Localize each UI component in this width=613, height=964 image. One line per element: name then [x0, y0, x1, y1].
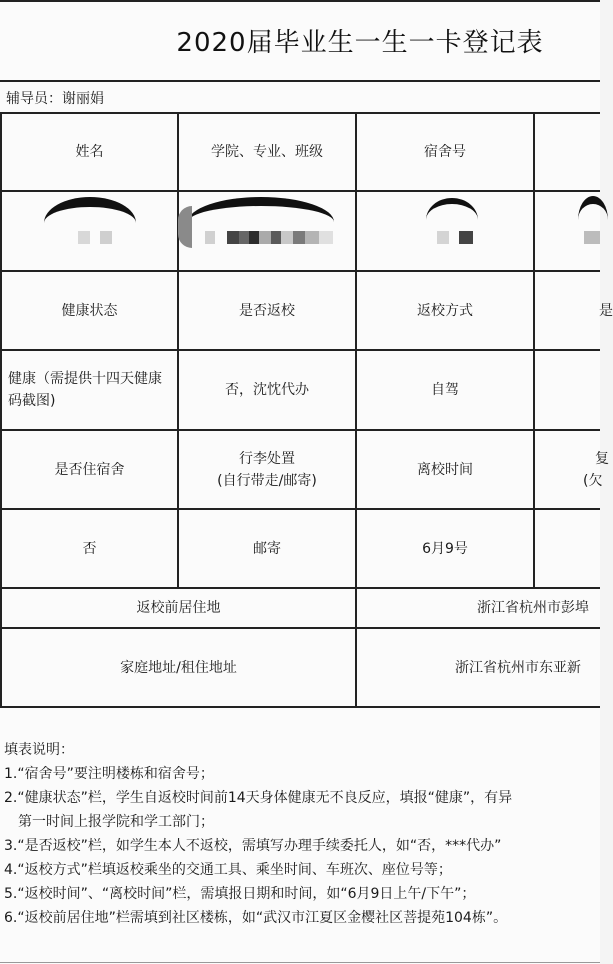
label-home-address: 家庭地址/租住地址 [120, 659, 237, 676]
redaction-mark [178, 206, 192, 248]
border-top [0, 0, 600, 2]
value-return-to-school: 否，沈忱代办 [225, 382, 309, 398]
form-title: 2020届毕业生一生一卡登记表 [176, 28, 544, 58]
instruction-line: 第一时间上报学院和学工部门； [18, 814, 214, 830]
border-title-bottom [0, 80, 600, 82]
advisor-label: 辅导员：谢丽娟 [6, 91, 104, 107]
pixelated-class [205, 231, 333, 244]
label-return-to-school: 是否返校 [239, 302, 295, 319]
table-line [0, 190, 600, 192]
instruction-line: 6.“返校前居住地”栏需填到社区楼栋，如“武汉市江夏区金樱社区菩提苑104栋”。 [4, 910, 508, 926]
redaction-mark [578, 196, 608, 220]
fragment-text: (欠 [583, 472, 603, 489]
pixelated-dorm [437, 231, 473, 244]
instructions-heading: 填表说明： [4, 742, 74, 758]
label-fragment [535, 431, 609, 508]
header-name: 姓名 [75, 144, 104, 160]
label-health-status: 健康状态 [61, 302, 118, 319]
redaction-mark [44, 197, 136, 223]
redaction-mark [426, 198, 478, 220]
value-luggage-handling: 邮寄 [253, 540, 281, 557]
header-college-major-class: 学院、专业、班级 [211, 144, 323, 160]
instruction-line: 3.“是否返校”栏，如学生本人不返校，需填写办理手续委托人，如“否，***代办” [4, 838, 502, 854]
value-health-status: 健康（需提供十四天健康 码截图) [8, 371, 162, 409]
table-vline [533, 112, 535, 588]
header-dorm-number: 宿舍号 [424, 144, 466, 160]
pixelated-fragment [584, 231, 600, 244]
instruction-line: 1.“宿舍号”要注明楼栋和宿舍号； [4, 766, 214, 782]
instruction-line: 2.“健康状态”栏，学生自返校时间前14天身体健康无不良反应，填报“健康”，有异 [4, 790, 513, 806]
table-line [0, 706, 600, 708]
value-home-address: 浙江省杭州市东亚新 [455, 659, 581, 676]
label-leave-time: 离校时间 [417, 461, 473, 478]
value-live-in-dorm: 否 [82, 540, 97, 557]
label-return-method: 返校方式 [417, 302, 473, 319]
value-return-method: 自驾 [431, 382, 459, 398]
label-fragment [535, 272, 613, 349]
redaction-mark [188, 197, 334, 222]
pixelated-name [78, 231, 118, 244]
value-pre-return-residence: 浙江省杭州市彭埠 [477, 600, 589, 616]
fragment-text: 复 [595, 450, 609, 467]
label-live-in-dorm: 是否住宿舍 [54, 461, 125, 478]
instruction-line: 4.“返校方式”栏填返校乘坐的交通工具、乘坐时间、车班次、座位号等； [4, 862, 452, 878]
label-pre-return-residence: 返校前居住地 [136, 600, 221, 616]
filling-instructions [4, 738, 600, 930]
instruction-line: 5.“返校时间”、“离校时间”栏，需填报日期和时间，如“6月9日上午/下午”； [4, 886, 476, 902]
value-leave-time: 6月9号 [422, 540, 468, 557]
fragment-text: 是 [599, 302, 613, 319]
label-luggage-handling: 行李处置 (自行带走/邮寄) [217, 450, 317, 489]
border-bottom [0, 962, 600, 963]
